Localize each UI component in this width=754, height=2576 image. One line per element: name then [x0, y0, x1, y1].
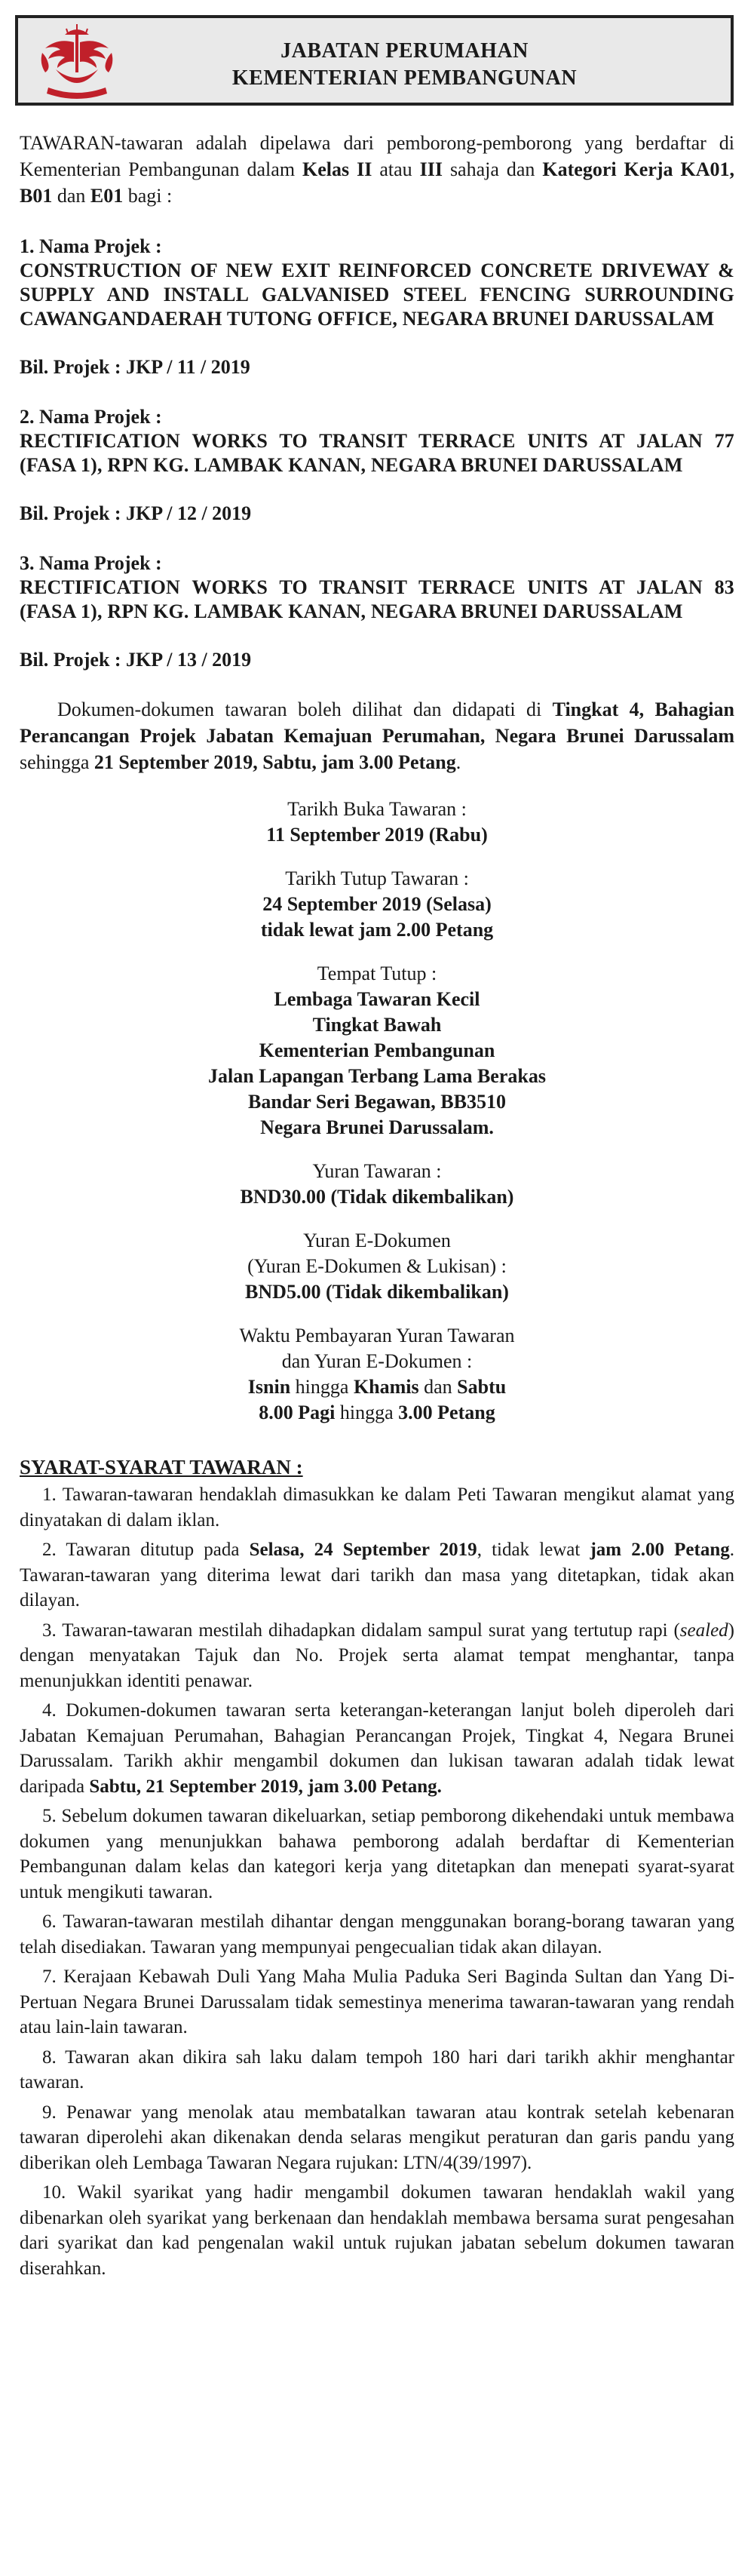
open-date-value: 11 September 2019 (Rabu): [266, 824, 488, 846]
place-line: Tingkat Bawah: [312, 1014, 442, 1036]
place-line: Negara Brunei Darussalam.: [260, 1116, 494, 1138]
open-date-block: [20, 797, 734, 848]
project-title: RECTIFICATION WORKS TO TRANSIT TERRACE UNITS AT JALAN 77 (FASA 1), RPN KG. LAMBAK KANAN, NEGARA BRUNEI DARUSSALAM: [20, 430, 734, 476]
close-time-value: tidak lewat jam 2.00 Petang: [260, 919, 494, 941]
project-3: [20, 551, 734, 672]
project-bil: Bil. Projek : JKP / 12 / 2019: [20, 502, 252, 524]
payment-days: Isnin hingga Khamis dan Sabtu: [247, 1376, 507, 1398]
edoc-block: [20, 1228, 734, 1305]
payment-label: Waktu Pembayaran Yuran Tawaran: [239, 1325, 515, 1346]
project-bil: Bil. Projek : JKP / 13 / 2019: [20, 649, 252, 671]
place-line: Jalan Lapangan Terbang Lama Berakas: [208, 1065, 546, 1087]
payment-sublabel: dan Yuran E-Dokumen :: [281, 1350, 473, 1372]
documents-paragraph: Dokumen-dokumen tawaran boleh dilihat dan didapati di Tingkat 4, Bahagian Perancangan Projek Jabatan Kemajuan Perumahan, Negara Brunei Darussalam sehingga 21 September 2019, Sabtu, jam 3.00 Petang.: [20, 698, 734, 773]
edoc-sublabel: (Yuran E-Dokumen & Lukisan) :: [247, 1255, 507, 1277]
project-title: RECTIFICATION WORKS TO TRANSIT TERRACE UNITS AT JALAN 83 (FASA 1), RPN KG. LAMBAK KANAN, NEGARA BRUNEI DARUSSALAM: [20, 576, 734, 622]
condition-7: 7. Kerajaan Kebawah Duli Yang Maha Mulia Paduka Seri Baginda Sultan dan Yang Di-Pertuan Negara Brunei Darussalam tidak semestinya menerima tawaran-tawaran yang rendah atau lain-lain tawaran.: [20, 1967, 734, 2037]
condition-8: 8. Tawaran akan dikira sah laku dalam tempoh 180 hari dari tarikh akhir menghantar tawaran.: [20, 2046, 734, 2092]
condition-3: 3. Tawaran-tawaran mestilah dihadapkan didalam sampul surat yang tertutup rapi (sealed) dengan menyatakan Tajuk dan No. Projek serta alamat tempat menghantar, tanpa menunjukkan identiti penawar.: [20, 1620, 734, 1691]
payment-block: [20, 1323, 734, 1426]
fee-block: [20, 1159, 734, 1210]
condition-6: 6. Tawaran-tawaran mestilah dihantar dengan menggunakan borang-borang tawaran yang telah disediakan. Tawaran yang mempunyai pengecualian tidak akan dilayan.: [20, 1911, 734, 1957]
edoc-label: Yuran E-Dokumen: [303, 1230, 451, 1251]
condition-1: 1. Tawaran-tawaran hendaklah dimasukkan ke dalam Peti Tawaran mengikut alamat yang dinyatakan di dalam iklan.: [20, 1485, 734, 1531]
fee-label: Yuran Tawaran :: [312, 1160, 442, 1182]
place-line: Bandar Seri Begawan, BB3510: [248, 1091, 506, 1113]
conditions-heading: SYARAT-SYARAT TAWARAN :: [20, 1456, 303, 1478]
place-block: [20, 961, 734, 1141]
fee-value: BND30.00 (Tidak dikembalikan): [240, 1186, 514, 1208]
place-label: Tempat Tutup :: [317, 963, 437, 984]
condition-10: 10. Wakil syarikat yang hadir mengambil dokumen tawaran hendaklah wakil yang dibenarkan oleh syarikat yang berkenaan dan hendaklah membawa bersama surat pengesahan dari syarikat dan kad pengenalan wakil untuk rujukan jabatan sebelum dokumen tawaran diserahkan.: [20, 2182, 734, 2279]
condition-9: 9. Penawar yang menolak atau membatalkan tawaran atau kontrak setelah kebenaran tawaran diperolehi akan dikenakan denda selaras mengikut peraturan dan garis pandu yang diberikan oleh Lembaga Tawaran Negara rujukan: LTN/4(39/1997).: [20, 2102, 734, 2173]
project-number: 2. Nama Projek :: [20, 406, 162, 428]
close-date-value: 24 September 2019 (Selasa): [262, 893, 492, 915]
header-subtitle: KEMENTERIAN PEMBANGUNAN: [231, 66, 578, 90]
project-title: CONSTRUCTION OF NEW EXIT REINFORCED CONCRETE DRIVEWAY & SUPPLY AND INSTALL GALVANISED STEEL FENCING SURROUNDING CAWANGANDAERAH TUTONG OFFICE, NEGARA BRUNEI DARUSSALAM: [20, 259, 734, 330]
intro-paragraph: TAWARAN-tawaran adalah dipelawa dari pemborong-pemborong yang berdaftar di Kementerian Pembangunan dalam Kelas II atau III sahaja dan Kategori Kerja KA01, B01 dan E01 bagi :: [20, 132, 734, 207]
condition-5: 5. Sebelum dokumen tawaran dikeluarkan, setiap pemborong dikehendaki untuk membawa dokumen yang menunjukkan bahawa pemborong adalah berdaftar di Kementerian Pembangunan dalam kelas dan kategori kerja yang ditetapkan dan menepati syarat-syarat untuk mengikuti tawaran.: [20, 1806, 734, 1902]
header-box: [15, 15, 734, 106]
edoc-value: BND5.00 (Tidak dikembalikan): [245, 1281, 509, 1303]
payment-hours: 8.00 Pagi hingga 3.00 Petang: [259, 1402, 495, 1423]
header-title: JABATAN PERUMAHAN: [280, 39, 529, 63]
project-number: 3. Nama Projek :: [20, 552, 162, 574]
project-number: 1. Nama Projek :: [20, 235, 162, 257]
close-date-label: Tarikh Tutup Tawaran :: [285, 867, 469, 889]
place-line: Kementerian Pembangunan: [259, 1039, 495, 1061]
project-2: [20, 405, 734, 526]
condition-4: 4. Dokumen-dokumen tawaran serta keterangan-keterangan lanjut boleh diperoleh dari Jabatan Kemajuan Perumahan, Bahagian Perancangan Projek, Tingkat 4, Negara Brunei Darussalam. Tarikh akhir mengambil dokumen dan lukisan tawaran adalah tidak lewat daripada Sabtu, 21 September 2019, jam 3.00 Petang.: [20, 1700, 734, 1797]
project-bil: Bil. Projek : JKP / 11 / 2019: [20, 356, 250, 378]
project-1: [20, 235, 734, 379]
condition-2: 2. Tawaran ditutup pada Selasa, 24 September 2019, tidak lewat jam 2.00 Petang. Tawaran-tawaran yang diterima lewat dari tarikh dan masa yang ditetapkan, tidak akan dilayan.: [20, 1540, 734, 1610]
content: [20, 130, 734, 2281]
close-date-block: [20, 866, 734, 943]
open-date-label: Tarikh Buka Tawaran :: [287, 798, 467, 820]
place-line: Lembaga Tawaran Kecil: [274, 988, 480, 1010]
